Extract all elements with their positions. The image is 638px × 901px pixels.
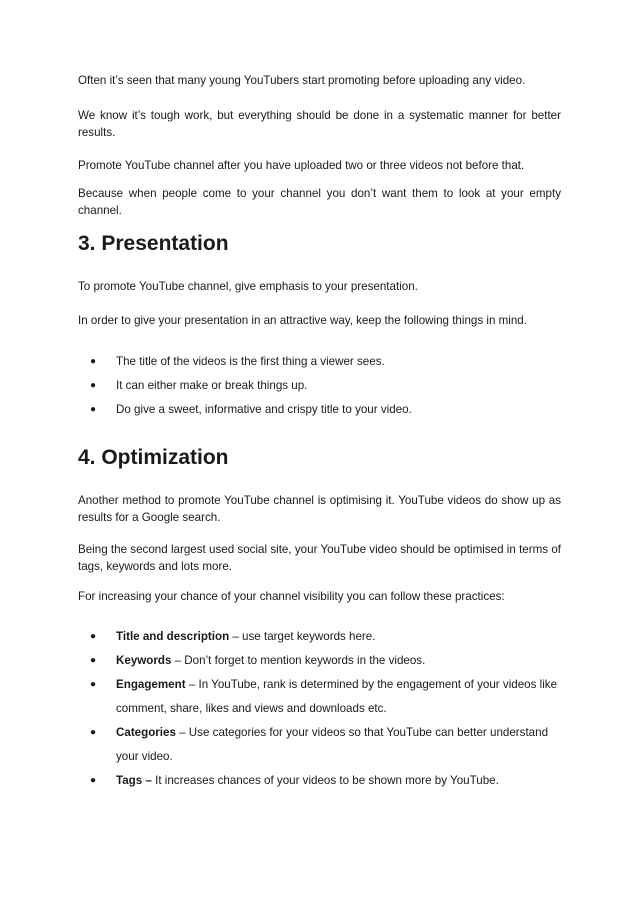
intro-paragraph-2: We know it’s tough work, but everything should be done in a systematic manner for better results. bbox=[78, 109, 561, 139]
bullet-icon: ● bbox=[90, 404, 97, 415]
section-4-bullet-list bbox=[78, 625, 561, 793]
list-item: ● Keywords – Don’t forget to mention keywords in the videos. bbox=[78, 649, 561, 673]
list-item: ● Categories – Use categories for your videos so that YouTube can better understand your video. bbox=[78, 721, 561, 769]
section-4-paragraph-1: Another method to promote YouTube channel is optimising it. YouTube videos do show up as results for a Google search. bbox=[78, 494, 561, 524]
bullet-term: Categories bbox=[116, 726, 176, 739]
list-item: ● Title and description – use target keywords here. bbox=[78, 625, 561, 649]
section-4-paragraph-3: For increasing your chance of your channel visibility you can follow these practices: bbox=[78, 590, 505, 603]
bullet-icon: ● bbox=[90, 356, 97, 367]
section-3-bullet-list bbox=[78, 350, 561, 422]
intro-paragraph-4: Because when people come to your channel you don’t want them to look at your empty channel. bbox=[78, 187, 561, 217]
list-item: ● The title of the videos is the first thing a viewer sees. bbox=[78, 350, 561, 374]
bullet-term: Tags – bbox=[116, 774, 152, 787]
intro-paragraph-1: Often it’s seen that many young YouTubers start promoting before uploading any video. bbox=[78, 74, 526, 87]
section-4-heading: 4. Optimization bbox=[78, 446, 229, 469]
list-item: ● Do give a sweet, informative and crispy title to your video. bbox=[78, 398, 561, 422]
section-4-paragraph-2: Being the second largest used social site, your YouTube video should be optimised in terms of tags, keywords and lots more. bbox=[78, 543, 561, 573]
bullet-icon: ● bbox=[90, 631, 97, 642]
list-item: ● Tags – It increases chances of your videos to be shown more by YouTube. bbox=[78, 769, 561, 793]
bullet-icon: ● bbox=[90, 679, 97, 690]
section-3-heading: 3. Presentation bbox=[78, 232, 229, 255]
section-3-paragraph-2: In order to give your presentation in an attractive way, keep the following things in mind. bbox=[78, 314, 527, 327]
bullet-icon: ● bbox=[90, 655, 97, 666]
bullet-icon: ● bbox=[90, 775, 97, 786]
bullet-term: Keywords bbox=[116, 654, 172, 667]
bullet-term: Engagement bbox=[116, 678, 186, 691]
section-3-paragraph-1: To promote YouTube channel, give emphasis to your presentation. bbox=[78, 280, 418, 293]
bullet-icon: ● bbox=[90, 727, 97, 738]
list-item: ● It can either make or break things up. bbox=[78, 374, 561, 398]
list-item: ● Engagement – In YouTube, rank is determined by the engagement of your videos like comment, share, likes and views and downloads etc. bbox=[78, 673, 561, 721]
intro-paragraph-3: Promote YouTube channel after you have uploaded two or three videos not before that. bbox=[78, 159, 525, 172]
bullet-icon: ● bbox=[90, 380, 97, 391]
bullet-term: Title and description bbox=[116, 630, 230, 643]
